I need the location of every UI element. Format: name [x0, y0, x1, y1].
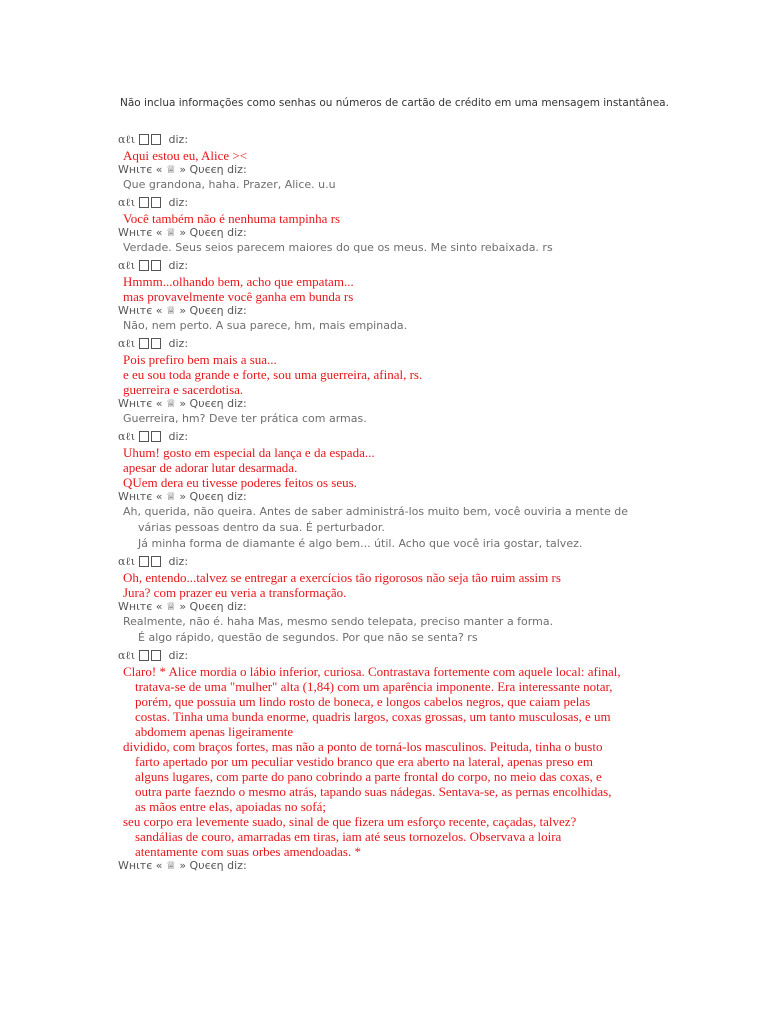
speaker-diz: diz:: [168, 649, 189, 662]
message-text: [118, 240, 758, 256]
speaker-name: Wнιтє « ♕ » Qυєєη: [118, 490, 224, 503]
message-text: [118, 352, 758, 397]
message-line: e eu sou toda grande e forte, sou uma guerreira, afinal, rs.: [123, 367, 423, 382]
message-line: tratava-se de uma "mulher" alta (1,84) com um aparência imponente. Era interessante notar,: [135, 679, 613, 694]
missing-glyph-icon: [151, 134, 161, 145]
message-line: abdomem apenas ligeiramente: [135, 724, 294, 739]
message-line: outra parte faezndo o mesmo atrás, tapando suas nádegas. Sentava-se, as pernas encolhidas,: [135, 784, 612, 799]
speaker-line: [118, 649, 758, 663]
chat-message: [118, 859, 758, 873]
missing-glyph-icon: [151, 260, 161, 271]
message-line: Jura? com prazer eu veria a transformação.: [123, 585, 347, 600]
speaker-diz: diz:: [168, 555, 189, 568]
speaker-diz: diz:: [168, 196, 189, 209]
missing-glyph-icon: [139, 650, 149, 661]
chat-message: [118, 196, 758, 226]
chat-message: [118, 430, 758, 490]
message-line: mas provavelmente você ganha em bunda rs: [123, 289, 354, 304]
message-line: farto apertado por um peculiar vestido branco que era aberto na lateral, apenas preso em: [135, 754, 594, 769]
message-line: as mãos entre elas, apoiadas no sofá;: [135, 799, 326, 814]
chat-message: [118, 304, 758, 334]
speaker-diz: diz:: [227, 490, 247, 503]
chat-message: [118, 555, 758, 600]
speaker-line: [118, 859, 758, 873]
missing-glyph-icon: [139, 134, 149, 145]
message-text: [118, 411, 758, 427]
speaker-line: [118, 490, 758, 504]
message-line: Você também não é nenhuma tampinha rs: [123, 211, 341, 226]
speaker-diz: diz:: [168, 259, 189, 272]
speaker-name: Wнιтє « ♕ » Qυєєη: [118, 163, 224, 176]
message-text: [118, 211, 758, 226]
message-line: alguns lugares, com parte do pano cobrindo a parte frontal do corpo, no meio das coxas, e: [135, 769, 602, 784]
chat-message: [118, 600, 758, 646]
speaker-name: Wнιтє « ♕ » Qυєєη: [118, 859, 224, 872]
speaker-name: Wнιтє « ♕ » Qυєєη: [118, 397, 224, 410]
speaker-name: Wнιтє « ♕ » Qυєєη: [118, 600, 224, 613]
message-text: [118, 148, 758, 163]
speaker-diz: diz:: [227, 859, 247, 872]
message-line: Aqui estou eu, Alice ><: [123, 148, 248, 163]
chat-message: [118, 259, 758, 304]
message-line: seu corpo era levemente suado, sinal de que fizera um esforço recente, caçadas, talvez?: [123, 814, 577, 829]
speaker-line: [118, 133, 758, 147]
message-line: Hmmm...olhando bem, acho que empatam...: [123, 274, 354, 289]
speaker-line: [118, 337, 758, 351]
message-line: Claro! * Alice mordia o lábio inferior, curiosa. Contrastava fortemente com aquele local: afinal,: [123, 664, 621, 679]
speaker-line: [118, 163, 758, 177]
missing-glyph-icon: [139, 556, 149, 567]
speaker-name: αℓι: [118, 555, 136, 568]
message-line: QUem dera eu tivesse poderes feitos os seus.: [123, 475, 357, 490]
message-line: atentamente com suas orbes amendoadas. *: [135, 844, 361, 859]
message-text: [118, 614, 758, 646]
message-line: várias pessoas dentro da sua. É perturbador.: [138, 521, 385, 534]
chat-message: [118, 163, 758, 193]
speaker-line: [118, 259, 758, 273]
chat-message: [118, 649, 758, 859]
chat-transcript: [118, 130, 758, 873]
message-text: [118, 318, 758, 334]
chat-message: [118, 490, 758, 552]
speaker-name: αℓι: [118, 196, 136, 209]
speaker-line: [118, 304, 758, 318]
speaker-name: Wнιтє « ♕ » Qυєєη: [118, 304, 224, 317]
message-text: [118, 504, 758, 552]
message-text: [118, 664, 758, 859]
message-text: [118, 570, 758, 600]
speaker-line: [118, 196, 758, 210]
speaker-line: [118, 600, 758, 614]
speaker-diz: diz:: [227, 600, 247, 613]
message-line: É algo rápido, questão de segundos. Por que não se senta? rs: [138, 631, 478, 644]
speaker-line: [118, 226, 758, 240]
message-line: Verdade. Seus seios parecem maiores do que os meus. Me sinto rebaixada. rs: [123, 241, 553, 254]
speaker-diz: diz:: [168, 430, 189, 443]
speaker-line: [118, 555, 758, 569]
message-line: Já minha forma de diamante é algo bem... útil. Acho que você iria gostar, talvez.: [138, 537, 583, 550]
message-text: [118, 177, 758, 193]
message-line: guerreira e sacerdotisa.: [123, 382, 244, 397]
speaker-name: αℓι: [118, 649, 136, 662]
speaker-name: αℓι: [118, 430, 136, 443]
message-line: Ah, querida, não queira. Antes de saber administrá-los muito bem, você ouviria a mente de: [123, 505, 628, 518]
message-line: porém, que possuia um lindo rosto de boneca, e longos cabelos negros, que caiam pelas: [135, 694, 591, 709]
message-line: dividido, com braços fortes, mas não a ponto de torná-los masculinos. Peituda, tinha o busto: [123, 739, 603, 754]
chat-message: [118, 337, 758, 397]
speaker-diz: diz:: [168, 133, 189, 146]
message-line: Oh, entendo...talvez se entregar a exercícios tão rigorosos não seja tão ruim assim rs: [123, 570, 561, 585]
message-line: Pois prefiro bem mais a sua...: [123, 352, 277, 367]
missing-glyph-icon: [151, 650, 161, 661]
message-line: Uhum! gosto em especial da lança e da espada...: [123, 445, 375, 460]
message-text: [118, 445, 758, 490]
missing-glyph-icon: [139, 197, 149, 208]
missing-glyph-icon: [151, 197, 161, 208]
message-line: costas. Tinha uma bunda enorme, quadris largos, coxas grossas, um tanto musculosas, e um: [135, 709, 611, 724]
chat-message: [118, 133, 758, 163]
missing-glyph-icon: [139, 431, 149, 442]
chat-message: [118, 226, 758, 256]
speaker-diz: diz:: [227, 226, 247, 239]
message-line: Realmente, não é. haha Mas, mesmo sendo telepata, preciso manter a forma.: [123, 615, 554, 628]
message-line: Guerreira, hm? Deve ter prática com armas.: [123, 412, 367, 425]
speaker-diz: diz:: [227, 397, 247, 410]
speaker-diz: diz:: [168, 337, 189, 350]
speaker-name: αℓι: [118, 133, 136, 146]
message-line: Que grandona, haha. Prazer, Alice. u.u: [123, 178, 336, 191]
message-line: Não, nem perto. A sua parece, hm, mais empinada.: [123, 319, 408, 332]
privacy-notice: Não inclua informações como senhas ou números de cartão de crédito em uma mensagem instantânea.: [120, 97, 669, 109]
speaker-diz: diz:: [227, 304, 247, 317]
speaker-line: [118, 397, 758, 411]
missing-glyph-icon: [151, 556, 161, 567]
missing-glyph-icon: [151, 431, 161, 442]
speaker-name: Wнιтє « ♕ » Qυєєη: [118, 226, 224, 239]
chat-message: [118, 397, 758, 427]
speaker-name: αℓι: [118, 259, 136, 272]
speaker-diz: diz:: [227, 163, 247, 176]
speaker-name: αℓι: [118, 337, 136, 350]
message-text: [118, 274, 758, 304]
missing-glyph-icon: [151, 338, 161, 349]
message-line: apesar de adorar lutar desarmada.: [123, 460, 298, 475]
missing-glyph-icon: [139, 338, 149, 349]
missing-glyph-icon: [139, 260, 149, 271]
message-line: sandálias de couro, amarradas em tiras, iam até seus tornozelos. Observava a loira: [135, 829, 562, 844]
speaker-line: [118, 430, 758, 444]
